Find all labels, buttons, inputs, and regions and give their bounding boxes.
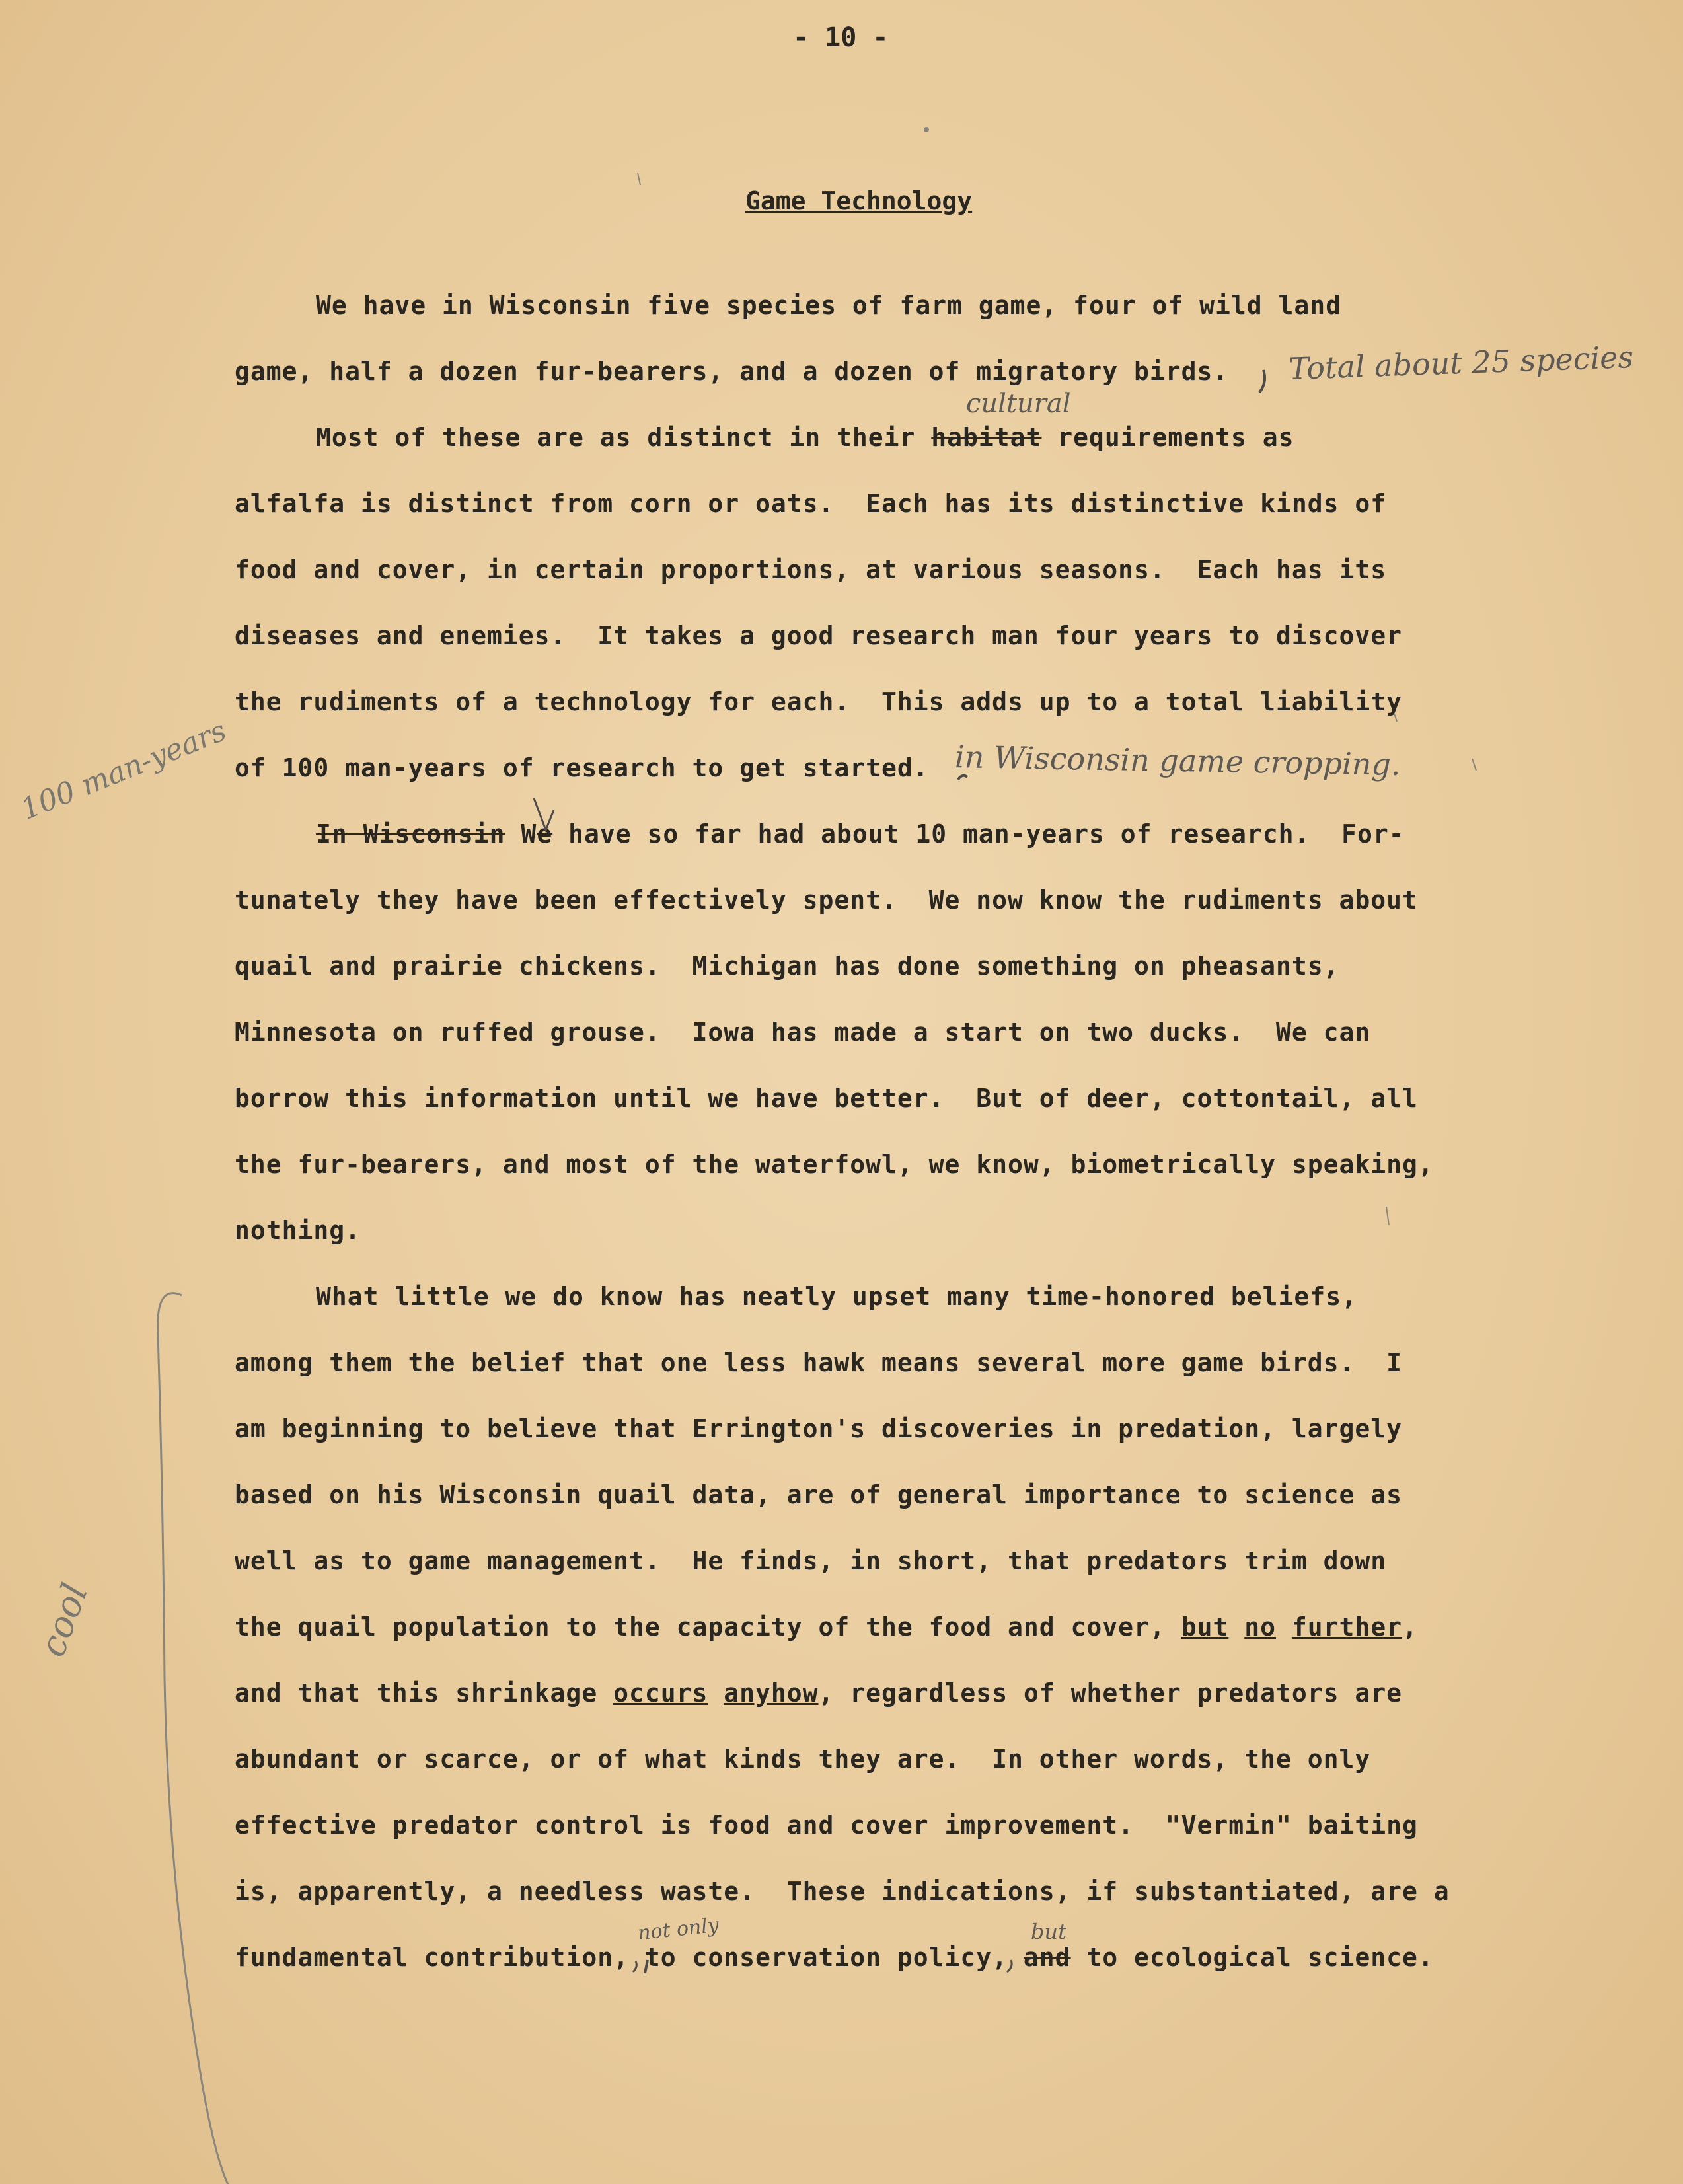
- text-line: effective predator control is food and cover improvement. "Vermin" baiting: [235, 1811, 1418, 1840]
- caret-mark: [958, 776, 967, 780]
- text-line: of 100 man-years of research to get started.: [235, 753, 929, 782]
- text-line: the fur-bearers, and most of the waterfowl, we know, biometrically speaking,: [235, 1150, 1434, 1179]
- text-line: am beginning to believe that Errington's discoveries in predation, largely: [235, 1414, 1402, 1443]
- caret-mark: [645, 1960, 648, 1973]
- text-line: nothing.: [235, 1216, 361, 1245]
- margin-note-cool: cool: [31, 1577, 96, 1663]
- struck-word: habitat: [931, 423, 1042, 452]
- text-segment: ,: [1402, 1612, 1418, 1641]
- text-line: game, half a dozen fur-bearers, and a dozen of migratory birds.: [235, 357, 1229, 386]
- text-segment: have so far had about 10 man-years of research. For-: [552, 819, 1405, 848]
- handwritten-note-wisconsin: in Wisconsin game cropping.: [954, 739, 1401, 782]
- caret-mark: [1007, 1960, 1012, 1972]
- page-number: - 10 -: [793, 22, 889, 53]
- struck-letter: e: [537, 819, 553, 848]
- text-line: quail and prairie chickens. Michigan has done something on pheasants,: [235, 952, 1339, 981]
- text-segment: requirements as: [1041, 423, 1294, 452]
- struck-phrase: In Wisconsin: [316, 819, 505, 848]
- text-segment: the quail population to the capacity of the food and cover,: [235, 1612, 1181, 1641]
- text-line: We have in Wisconsin five species of farm game, four of wild land: [316, 291, 1342, 320]
- text-line: diseases and enemies. It takes a good research man four years to discover: [235, 621, 1402, 650]
- margin-bracket: [158, 1293, 229, 2184]
- caret-mark: [1259, 370, 1265, 393]
- text-line: well as to game management. He finds, in short, that predators trim down: [235, 1546, 1387, 1575]
- insert-mark: [534, 798, 554, 830]
- text-line: Minnesota on ruffed grouse. Iowa has made a start on two ducks. We can: [235, 1018, 1371, 1047]
- underlined-word: occurs: [613, 1678, 708, 1708]
- pencil-tick: [1394, 714, 1397, 722]
- text-line: alfalfa is distinct from corn or oats. Each has its distinctive kinds of: [235, 489, 1387, 518]
- pencil-tick: [1386, 1207, 1389, 1225]
- text-segment: Most of these are as distinct in their: [316, 423, 932, 452]
- text-line: tunately they have been effectively spent. We now know the rudiments about: [235, 885, 1418, 915]
- text-segment: fundamental contribution, to conservation policy,: [235, 1943, 1024, 1972]
- text-segment: W: [505, 819, 537, 848]
- paper-speck: [924, 127, 929, 132]
- underlined-word: further: [1291, 1612, 1403, 1641]
- pencil-tick: [638, 173, 640, 185]
- handwritten-insert-cultural: cultural: [966, 389, 1071, 419]
- handwritten-note-total: Total about 25 species: [1288, 338, 1634, 387]
- page-title: Game Technology: [745, 186, 973, 215]
- margin-note-years: 100 man-years: [16, 714, 231, 827]
- underlined-word: but: [1181, 1612, 1229, 1641]
- handwritten-insert-but: but: [1031, 1919, 1066, 1944]
- text-line: What little we do know has neatly upset many time-honored beliefs,: [316, 1282, 1357, 1311]
- text-segment: , regardless of whether predators are: [818, 1678, 1403, 1708]
- text-line: food and cover, in certain proportions, at various seasons. Each has its: [235, 555, 1387, 584]
- struck-word: and: [1023, 1943, 1071, 1972]
- text-line: based on his Wisconsin quail data, are of general importance to science as: [235, 1480, 1402, 1509]
- text-line: abundant or scarce, or of what kinds they are. In other words, the only: [235, 1745, 1371, 1774]
- caret-mark: [633, 1961, 636, 1972]
- text-line: the rudiments of a technology for each. This adds up to a total liability: [235, 687, 1402, 716]
- text-line: among them the belief that one less hawk means several more game birds. I: [235, 1348, 1402, 1377]
- text-segment: and that this shrinkage: [235, 1678, 614, 1708]
- text-segment: to ecological science.: [1070, 1943, 1434, 1972]
- text-line: is, apparently, a needless waste. These indications, if substantiated, are a: [235, 1877, 1450, 1906]
- handwritten-insert-not-only: not only: [636, 1913, 720, 1945]
- underlined-word: no: [1244, 1612, 1276, 1641]
- pencil-tick: [1472, 759, 1476, 771]
- underlined-word: anyhow: [724, 1678, 819, 1708]
- text-line: borrow this information until we have better. But of deer, cottontail, all: [235, 1084, 1418, 1113]
